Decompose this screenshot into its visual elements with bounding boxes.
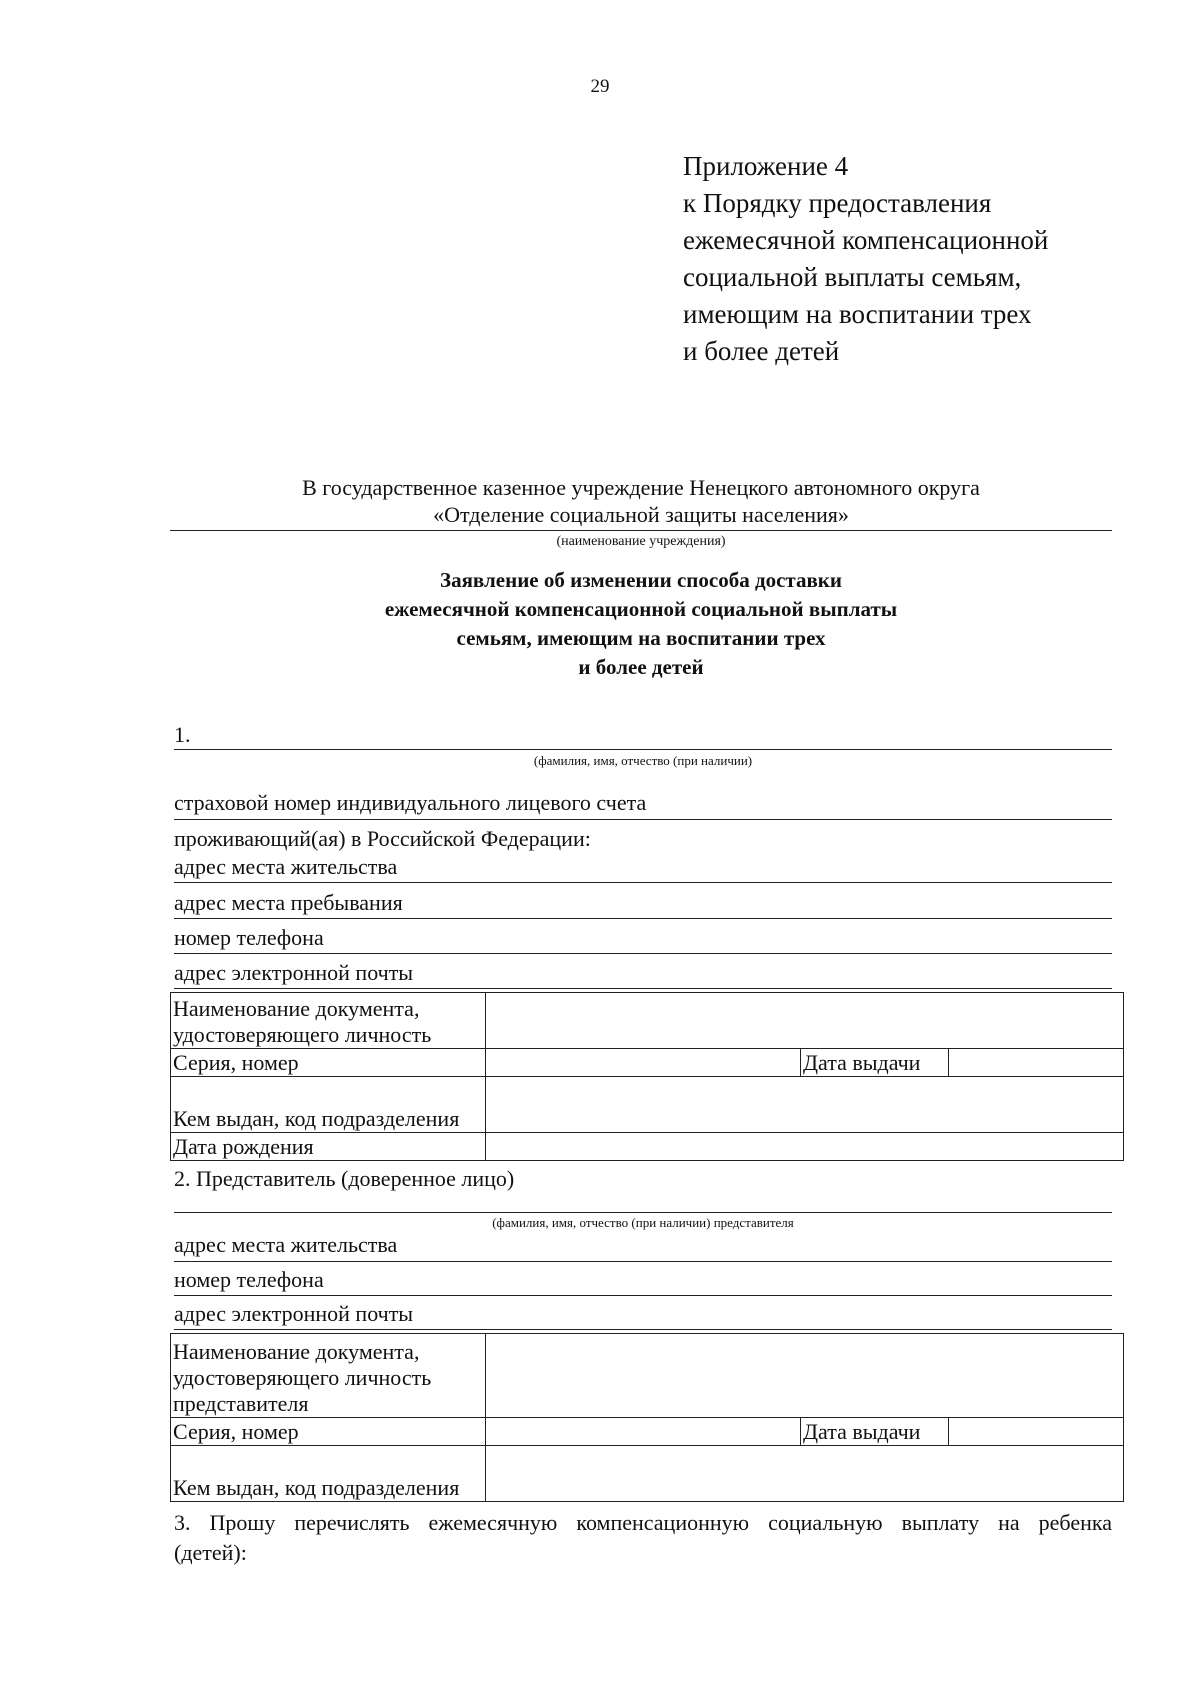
birth-date-label: Дата рождения [171, 1133, 486, 1161]
rep-residence-address-field[interactable] [174, 1261, 1112, 1262]
section3-text-line-2: (детей): [174, 1540, 247, 1565]
rep-issue-date-label: Дата выдачи [801, 1418, 949, 1446]
representative-name-caption: (фамилия, имя, отчество (при наличии) представителя [492, 1215, 794, 1230]
birth-date-field[interactable] [486, 1133, 1124, 1161]
snils-label: страховой номер индивидуального лицевого счета [174, 790, 647, 815]
email-field[interactable] [174, 988, 1112, 989]
addressee-caption: (наименование учреждения) [556, 534, 726, 549]
rep-phone-label: номер телефона [174, 1267, 324, 1292]
email-label: адрес электронной почты [174, 960, 414, 985]
rep-phone-field[interactable] [174, 1295, 1112, 1296]
document-title [170, 566, 1112, 682]
rep-issue-date-field[interactable] [949, 1418, 1124, 1446]
rep-doc-name-field[interactable] [486, 1334, 1124, 1418]
appendix-line: Приложение 4 [683, 151, 849, 181]
stay-address-field[interactable] [174, 918, 1112, 919]
section2-heading: 2. Представитель (доверенное лицо) [174, 1166, 515, 1191]
section3-text-line-1: 3. Прошу перечислять ежемесячную компенсационную социальную выплату на ребенка [174, 1510, 1112, 1535]
residence-address-field[interactable] [174, 882, 1112, 883]
residing-label: проживающий(ая) в Российской Федерации: [174, 826, 591, 851]
rep-email-label: адрес электронной почты [174, 1301, 414, 1326]
applicant-name-field[interactable] [174, 749, 1112, 750]
series-number-label: Серия, номер [171, 1049, 486, 1077]
rep-doc-name-label: Наименование документа, удостоверяющего личность представителя [171, 1334, 486, 1418]
doc-name-field[interactable] [486, 993, 1124, 1049]
applicant-document-table [170, 992, 1124, 1161]
rep-residence-address-label: адрес места жительства [174, 1232, 398, 1257]
page-number: 29 [590, 76, 610, 97]
representative-name-field[interactable] [174, 1212, 1112, 1213]
phone-label: номер телефона [174, 925, 324, 950]
addressee-underline [170, 530, 1112, 531]
applicant-name-caption: (фамилия, имя, отчество (при наличии) [533, 753, 753, 768]
issued-by-field[interactable] [486, 1077, 1124, 1133]
title-line: семьям, имеющим на воспитании трех [456, 626, 826, 650]
appendix-header [683, 148, 1048, 370]
issue-date-field[interactable] [949, 1049, 1124, 1077]
issue-date-label: Дата выдачи [801, 1049, 949, 1077]
rep-series-number-field[interactable] [486, 1418, 801, 1446]
appendix-line: имеющим на воспитании трех [683, 299, 1032, 329]
addressee-line-1: В государственное казенное учреждение Ненецкого автономного округа [302, 475, 980, 500]
rep-series-number-label: Серия, номер [171, 1418, 486, 1446]
addressee [170, 474, 1112, 528]
title-line: Заявление об изменении способа доставки [439, 568, 842, 592]
section1-number: 1. [174, 722, 191, 747]
phone-field[interactable] [174, 953, 1112, 954]
series-number-field[interactable] [486, 1049, 801, 1077]
title-line: и более детей [578, 655, 704, 679]
representative-document-table [170, 1333, 1124, 1502]
snils-field[interactable] [174, 819, 1112, 820]
appendix-line: социальной выплаты семьям, [683, 262, 1022, 292]
issued-by-label: Кем выдан, код подразделения [171, 1077, 486, 1133]
title-line: ежемесячной компенсационной социальной выплаты [384, 597, 898, 621]
stay-address-label: адрес места пребывания [174, 890, 403, 915]
residence-address-label: адрес места жительства [174, 854, 398, 879]
appendix-line: к Порядку предоставления [683, 188, 992, 218]
appendix-line: и более детей [683, 336, 840, 366]
appendix-line: ежемесячной компенсационной [683, 225, 1049, 255]
doc-name-label: Наименование документа, удостоверяющего личность [171, 993, 486, 1049]
rep-issued-by-field[interactable] [486, 1446, 1124, 1502]
addressee-line-2: «Отделение социальной защиты населения» [433, 502, 849, 527]
rep-email-field[interactable] [174, 1329, 1112, 1330]
rep-issued-by-label: Кем выдан, код подразделения [171, 1446, 486, 1502]
